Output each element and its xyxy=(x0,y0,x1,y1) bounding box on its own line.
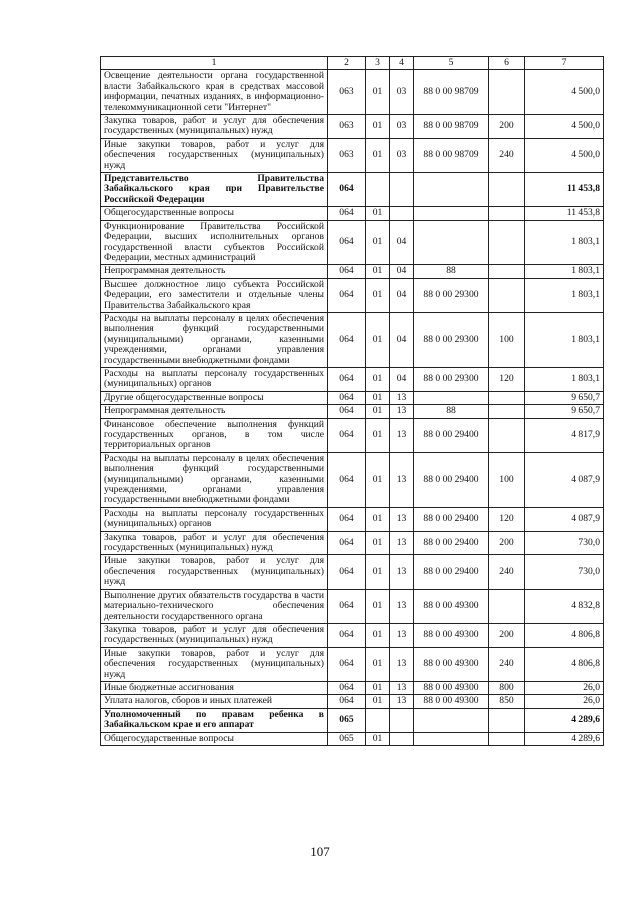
code-subsection: 13 xyxy=(390,452,414,507)
code-section: 01 xyxy=(366,695,390,708)
code-subsection: 13 xyxy=(390,507,414,531)
code-expense-type xyxy=(489,207,525,220)
item-name: Уполномоченный по правам ребенка в Забайкальском крае и его аппарат xyxy=(101,708,328,732)
code-subsection: 04 xyxy=(390,278,414,312)
code-subsection xyxy=(390,207,414,220)
amount: 1 803,1 xyxy=(525,312,604,367)
item-name: Высшее должностное лицо субъекта Российской Федерации, его заместители и отдельные члены Правительства Забайкальского края xyxy=(101,278,328,312)
code-ministry: 064 xyxy=(328,173,366,207)
code-section: 01 xyxy=(366,367,390,391)
amount: 1 803,1 xyxy=(525,220,604,265)
header-cell: 6 xyxy=(489,57,525,70)
code-expense-type xyxy=(489,70,525,115)
table-row xyxy=(101,507,604,531)
code-ministry: 064 xyxy=(328,555,366,589)
code-section: 01 xyxy=(366,732,390,745)
amount: 4 500,0 xyxy=(525,70,604,115)
code-target-article: 88 xyxy=(414,405,489,418)
code-section: 01 xyxy=(366,531,390,555)
amount: 4 806,8 xyxy=(525,623,604,647)
header-cell: 5 xyxy=(414,57,489,70)
header-cell: 3 xyxy=(366,57,390,70)
code-target-article: 88 0 00 49300 xyxy=(414,647,489,681)
table-row xyxy=(101,695,604,708)
amount: 11 453,8 xyxy=(525,173,604,207)
item-name: Уплата налогов, сборов и иных платежей xyxy=(101,695,328,708)
table-row xyxy=(101,555,604,589)
code-ministry: 063 xyxy=(328,70,366,115)
amount: 9 650,7 xyxy=(525,405,604,418)
code-subsection xyxy=(390,708,414,732)
code-target-article: 88 0 00 98709 xyxy=(414,138,489,172)
code-target-article xyxy=(414,207,489,220)
code-ministry: 065 xyxy=(328,732,366,745)
code-section: 01 xyxy=(366,391,390,404)
header-cell: 1 xyxy=(101,57,328,70)
code-section: 01 xyxy=(366,452,390,507)
table-row xyxy=(101,623,604,647)
code-target-article xyxy=(414,220,489,265)
header-cell: 4 xyxy=(390,57,414,70)
code-subsection xyxy=(390,732,414,745)
code-ministry: 064 xyxy=(328,391,366,404)
code-target-article xyxy=(414,732,489,745)
code-section: 01 xyxy=(366,555,390,589)
code-target-article: 88 0 00 49300 xyxy=(414,623,489,647)
table-row xyxy=(101,589,604,623)
item-name: Закупка товаров, работ и услуг для обеспечения государственных (муниципальных) нужд xyxy=(101,115,328,139)
code-expense-type: 240 xyxy=(489,647,525,681)
code-subsection: 13 xyxy=(390,555,414,589)
item-name: Общегосударственные вопросы xyxy=(101,732,328,745)
code-ministry: 065 xyxy=(328,708,366,732)
item-name: Непрограммная деятельность xyxy=(101,405,328,418)
code-target-article: 88 0 00 29300 xyxy=(414,312,489,367)
code-target-article: 88 0 00 29300 xyxy=(414,278,489,312)
amount: 1 803,1 xyxy=(525,278,604,312)
code-target-article xyxy=(414,173,489,207)
amount: 4 500,0 xyxy=(525,138,604,172)
table-row xyxy=(101,265,604,278)
code-subsection: 13 xyxy=(390,695,414,708)
code-ministry: 064 xyxy=(328,367,366,391)
table-row xyxy=(101,681,604,694)
code-ministry: 064 xyxy=(328,312,366,367)
code-expense-type xyxy=(489,278,525,312)
code-section xyxy=(366,173,390,207)
code-subsection: 13 xyxy=(390,647,414,681)
code-ministry: 064 xyxy=(328,418,366,452)
code-expense-type xyxy=(489,732,525,745)
table-row xyxy=(101,312,604,367)
item-name: Функционирование Правительства Российской Федерации, высших исполнительных органов государственной власти субъектов Российской Федерации, местных администраций xyxy=(101,220,328,265)
code-subsection: 04 xyxy=(390,265,414,278)
code-target-article: 88 0 00 49300 xyxy=(414,589,489,623)
code-target-article xyxy=(414,391,489,404)
item-name: Иные закупки товаров, работ и услуг для обеспечения государственных (муниципальных) нужд xyxy=(101,647,328,681)
code-subsection: 13 xyxy=(390,418,414,452)
code-ministry: 064 xyxy=(328,623,366,647)
code-section: 01 xyxy=(366,405,390,418)
code-target-article: 88 0 00 29300 xyxy=(414,367,489,391)
code-subsection: 13 xyxy=(390,623,414,647)
item-name: Иные закупки товаров, работ и услуг для обеспечения государственных (муниципальных) нужд xyxy=(101,555,328,589)
table-row xyxy=(101,173,604,207)
item-name: Непрограммная деятельность xyxy=(101,265,328,278)
code-expense-type xyxy=(489,173,525,207)
code-expense-type: 100 xyxy=(489,312,525,367)
item-name: Расходы на выплаты персоналу в целях обеспечения выполнения функций государственными (муниципальными) органами, казенными учреждениями, органами управления государственными внебюджетными фондами xyxy=(101,452,328,507)
code-section: 01 xyxy=(366,507,390,531)
item-name: Общегосударственные вопросы xyxy=(101,207,328,220)
amount: 4 817,9 xyxy=(525,418,604,452)
table-row xyxy=(101,452,604,507)
code-ministry: 063 xyxy=(328,115,366,139)
table-row xyxy=(101,418,604,452)
code-ministry: 064 xyxy=(328,452,366,507)
table-header-row xyxy=(101,57,604,70)
code-section: 01 xyxy=(366,138,390,172)
amount: 11 453,8 xyxy=(525,207,604,220)
code-expense-type: 200 xyxy=(489,623,525,647)
code-subsection: 03 xyxy=(390,70,414,115)
code-target-article: 88 0 00 98709 xyxy=(414,70,489,115)
code-section: 01 xyxy=(366,418,390,452)
amount: 4 806,8 xyxy=(525,647,604,681)
table-row xyxy=(101,278,604,312)
code-section: 01 xyxy=(366,70,390,115)
code-subsection: 13 xyxy=(390,391,414,404)
header-cell: 7 xyxy=(525,57,604,70)
code-section: 01 xyxy=(366,220,390,265)
amount: 26,0 xyxy=(525,695,604,708)
code-expense-type xyxy=(489,220,525,265)
amount: 730,0 xyxy=(525,555,604,589)
code-ministry: 064 xyxy=(328,220,366,265)
code-target-article xyxy=(414,708,489,732)
table-row xyxy=(101,207,604,220)
amount: 9 650,7 xyxy=(525,391,604,404)
item-name: Закупка товаров, работ и услуг для обеспечения государственных (муниципальных) нужд xyxy=(101,623,328,647)
code-expense-type: 850 xyxy=(489,695,525,708)
code-subsection: 04 xyxy=(390,220,414,265)
code-section: 01 xyxy=(366,681,390,694)
item-name: Выполнение других обязательств государства в части материально-технического обеспечения деятельности государственного органа xyxy=(101,589,328,623)
code-target-article: 88 0 00 49300 xyxy=(414,695,489,708)
amount: 26,0 xyxy=(525,681,604,694)
code-target-article: 88 0 00 29400 xyxy=(414,418,489,452)
code-expense-type xyxy=(489,265,525,278)
amount: 1 803,1 xyxy=(525,265,604,278)
table-row xyxy=(101,138,604,172)
amount: 1 803,1 xyxy=(525,367,604,391)
amount: 4 832,8 xyxy=(525,589,604,623)
code-expense-type: 100 xyxy=(489,452,525,507)
item-name: Расходы на выплаты персоналу государственных (муниципальных) органов xyxy=(101,507,328,531)
code-subsection: 04 xyxy=(390,312,414,367)
item-name: Финансовое обеспечение выполнения функций государственных органов, в том числе территориальных органов xyxy=(101,418,328,452)
item-name: Освещение деятельности органа государственной власти Забайкальского края в средствах массовой информации, печатных изданиях, в информационно-телекоммуникационной сети "Интернет" xyxy=(101,70,328,115)
code-ministry: 064 xyxy=(328,507,366,531)
code-ministry: 064 xyxy=(328,589,366,623)
code-ministry: 064 xyxy=(328,405,366,418)
code-target-article: 88 0 00 49300 xyxy=(414,681,489,694)
table-row xyxy=(101,405,604,418)
code-ministry: 063 xyxy=(328,138,366,172)
code-expense-type: 120 xyxy=(489,367,525,391)
code-expense-type xyxy=(489,405,525,418)
code-ministry: 064 xyxy=(328,207,366,220)
item-name: Другие общегосударственные вопросы xyxy=(101,391,328,404)
code-ministry: 064 xyxy=(328,681,366,694)
code-expense-type xyxy=(489,418,525,452)
code-expense-type xyxy=(489,708,525,732)
code-section: 01 xyxy=(366,312,390,367)
table-row xyxy=(101,708,604,732)
code-ministry: 064 xyxy=(328,278,366,312)
code-ministry: 064 xyxy=(328,647,366,681)
amount: 4 289,6 xyxy=(525,708,604,732)
code-section xyxy=(366,708,390,732)
code-expense-type: 200 xyxy=(489,115,525,139)
code-expense-type: 800 xyxy=(489,681,525,694)
item-name: Представительство Правительства Забайкальского края при Правительстве Российской Федерации xyxy=(101,173,328,207)
code-target-article: 88 0 00 29400 xyxy=(414,452,489,507)
code-expense-type: 120 xyxy=(489,507,525,531)
item-name: Расходы на выплаты персоналу государственных (муниципальных) органов xyxy=(101,367,328,391)
budget-table xyxy=(100,56,604,746)
table-row xyxy=(101,115,604,139)
code-subsection: 03 xyxy=(390,115,414,139)
code-subsection: 13 xyxy=(390,405,414,418)
table-row xyxy=(101,220,604,265)
item-name: Иные бюджетные ассигнования xyxy=(101,681,328,694)
code-ministry: 064 xyxy=(328,265,366,278)
amount: 730,0 xyxy=(525,531,604,555)
code-subsection: 13 xyxy=(390,531,414,555)
amount: 4 500,0 xyxy=(525,115,604,139)
table-row xyxy=(101,391,604,404)
code-target-article: 88 0 00 29400 xyxy=(414,555,489,589)
code-section: 01 xyxy=(366,265,390,278)
amount: 4 087,9 xyxy=(525,507,604,531)
code-section: 01 xyxy=(366,589,390,623)
table-row xyxy=(101,647,604,681)
code-section: 01 xyxy=(366,623,390,647)
code-target-article: 88 0 00 29400 xyxy=(414,507,489,531)
code-section: 01 xyxy=(366,647,390,681)
code-subsection: 04 xyxy=(390,367,414,391)
code-expense-type: 240 xyxy=(489,138,525,172)
item-name: Иные закупки товаров, работ и услуг для обеспечения государственных (муниципальных) нужд xyxy=(101,138,328,172)
amount: 4 087,9 xyxy=(525,452,604,507)
code-target-article: 88 0 00 98709 xyxy=(414,115,489,139)
code-subsection: 13 xyxy=(390,589,414,623)
code-subsection xyxy=(390,173,414,207)
code-subsection: 03 xyxy=(390,138,414,172)
code-subsection: 13 xyxy=(390,681,414,694)
code-ministry: 064 xyxy=(328,531,366,555)
item-name: Расходы на выплаты персоналу в целях обеспечения выполнения функций государственными (муниципальными) органами, казенными учреждениями, органами управления государственными внебюджетными фондами xyxy=(101,312,328,367)
amount: 4 289,6 xyxy=(525,732,604,745)
code-target-article: 88 xyxy=(414,265,489,278)
code-section: 01 xyxy=(366,115,390,139)
page-number: 107 xyxy=(310,844,330,859)
code-section: 01 xyxy=(366,278,390,312)
code-section: 01 xyxy=(366,207,390,220)
table-row xyxy=(101,531,604,555)
code-expense-type: 240 xyxy=(489,555,525,589)
code-target-article: 88 0 00 29400 xyxy=(414,531,489,555)
table-row xyxy=(101,732,604,745)
header-cell: 2 xyxy=(328,57,366,70)
code-expense-type xyxy=(489,589,525,623)
code-expense-type xyxy=(489,391,525,404)
document-page xyxy=(100,56,603,746)
code-expense-type: 200 xyxy=(489,531,525,555)
code-ministry: 064 xyxy=(328,695,366,708)
table-row xyxy=(101,70,604,115)
table-row xyxy=(101,367,604,391)
item-name: Закупка товаров, работ и услуг для обеспечения государственных (муниципальных) нужд xyxy=(101,531,328,555)
